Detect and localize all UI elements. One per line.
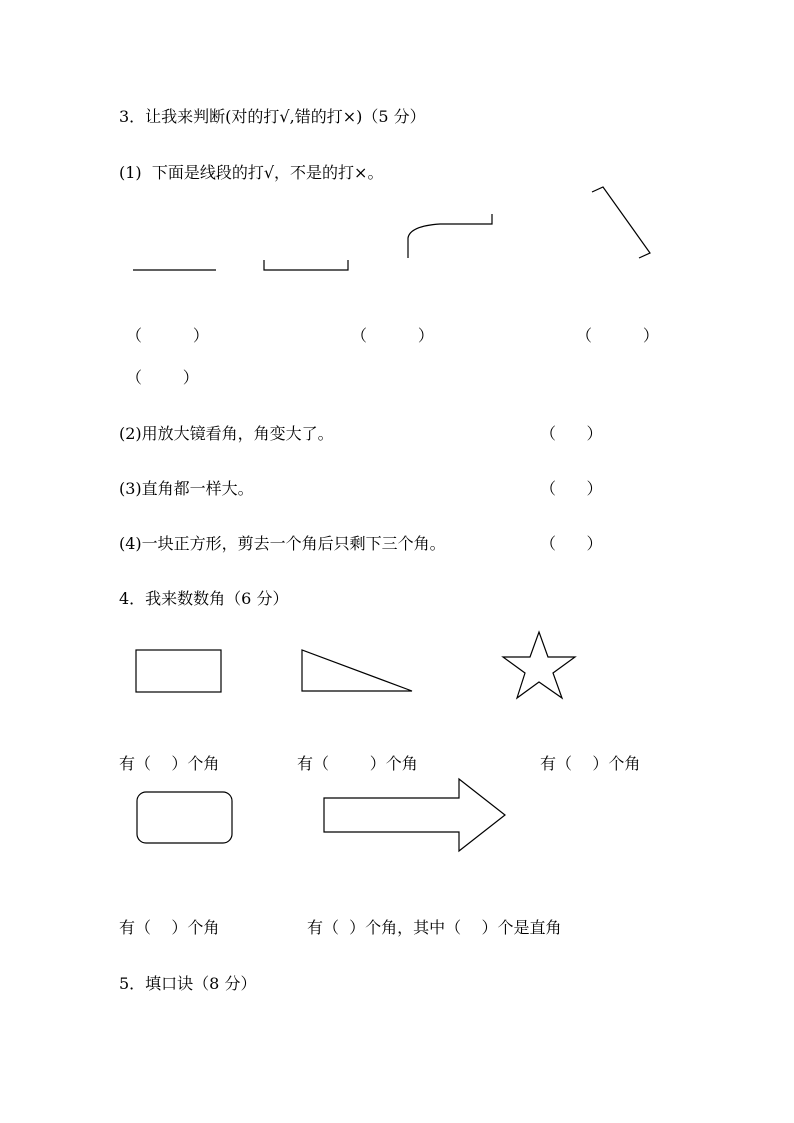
q4-title: 4．我来数数角（6 分） [119,589,289,608]
q3-answer-4[interactable]: （ ） [540,534,603,553]
q3-sub1: (1) 下面是线段的打√，不是的打×。 [119,163,384,182]
rounded-rectangle-shape [137,792,232,843]
q4-answer-rectangle[interactable]: 有（ ）个角 [119,754,220,773]
q4-answer-triangle[interactable]: 有（ ）个角 [297,754,418,773]
q3-answer-3[interactable]: （ ） [540,479,603,498]
curved-line [408,214,492,258]
q3-statement-4: (4)一块正方形，剪去一个角后只剩下三个角。 [119,534,446,553]
answer-paren-1[interactable]: （ ） [126,326,209,345]
q3-title: 3．让我来判断(对的打√,错的打×)（5 分） [119,107,426,126]
answer-paren-4[interactable]: （ ） [126,368,199,387]
answer-paren-2[interactable]: （ ） [351,326,434,345]
q5-title: 5．填口诀（8 分） [119,974,257,993]
answer-paren-3[interactable]: （ ） [576,326,659,345]
q4-answer-arrow[interactable]: 有（ ）个角，其中（ ）个是直角 [307,918,562,937]
q3-statement-3: (3)直角都一样大。 [119,479,254,498]
q4-answer-rounded[interactable]: 有（ ）个角 [119,918,220,937]
bent-segment [592,187,650,258]
q3-answer-2[interactable]: （ ） [540,424,603,443]
q3-statement-2: (2)用放大镜看角，角变大了。 [119,424,334,443]
bracket-segment [264,260,348,270]
rectangle-shape [136,650,221,692]
triangle-shape [302,650,412,691]
arrow-shape [324,779,505,851]
q4-answer-star[interactable]: 有（ ）个角 [540,754,641,773]
star-shape [503,632,575,698]
